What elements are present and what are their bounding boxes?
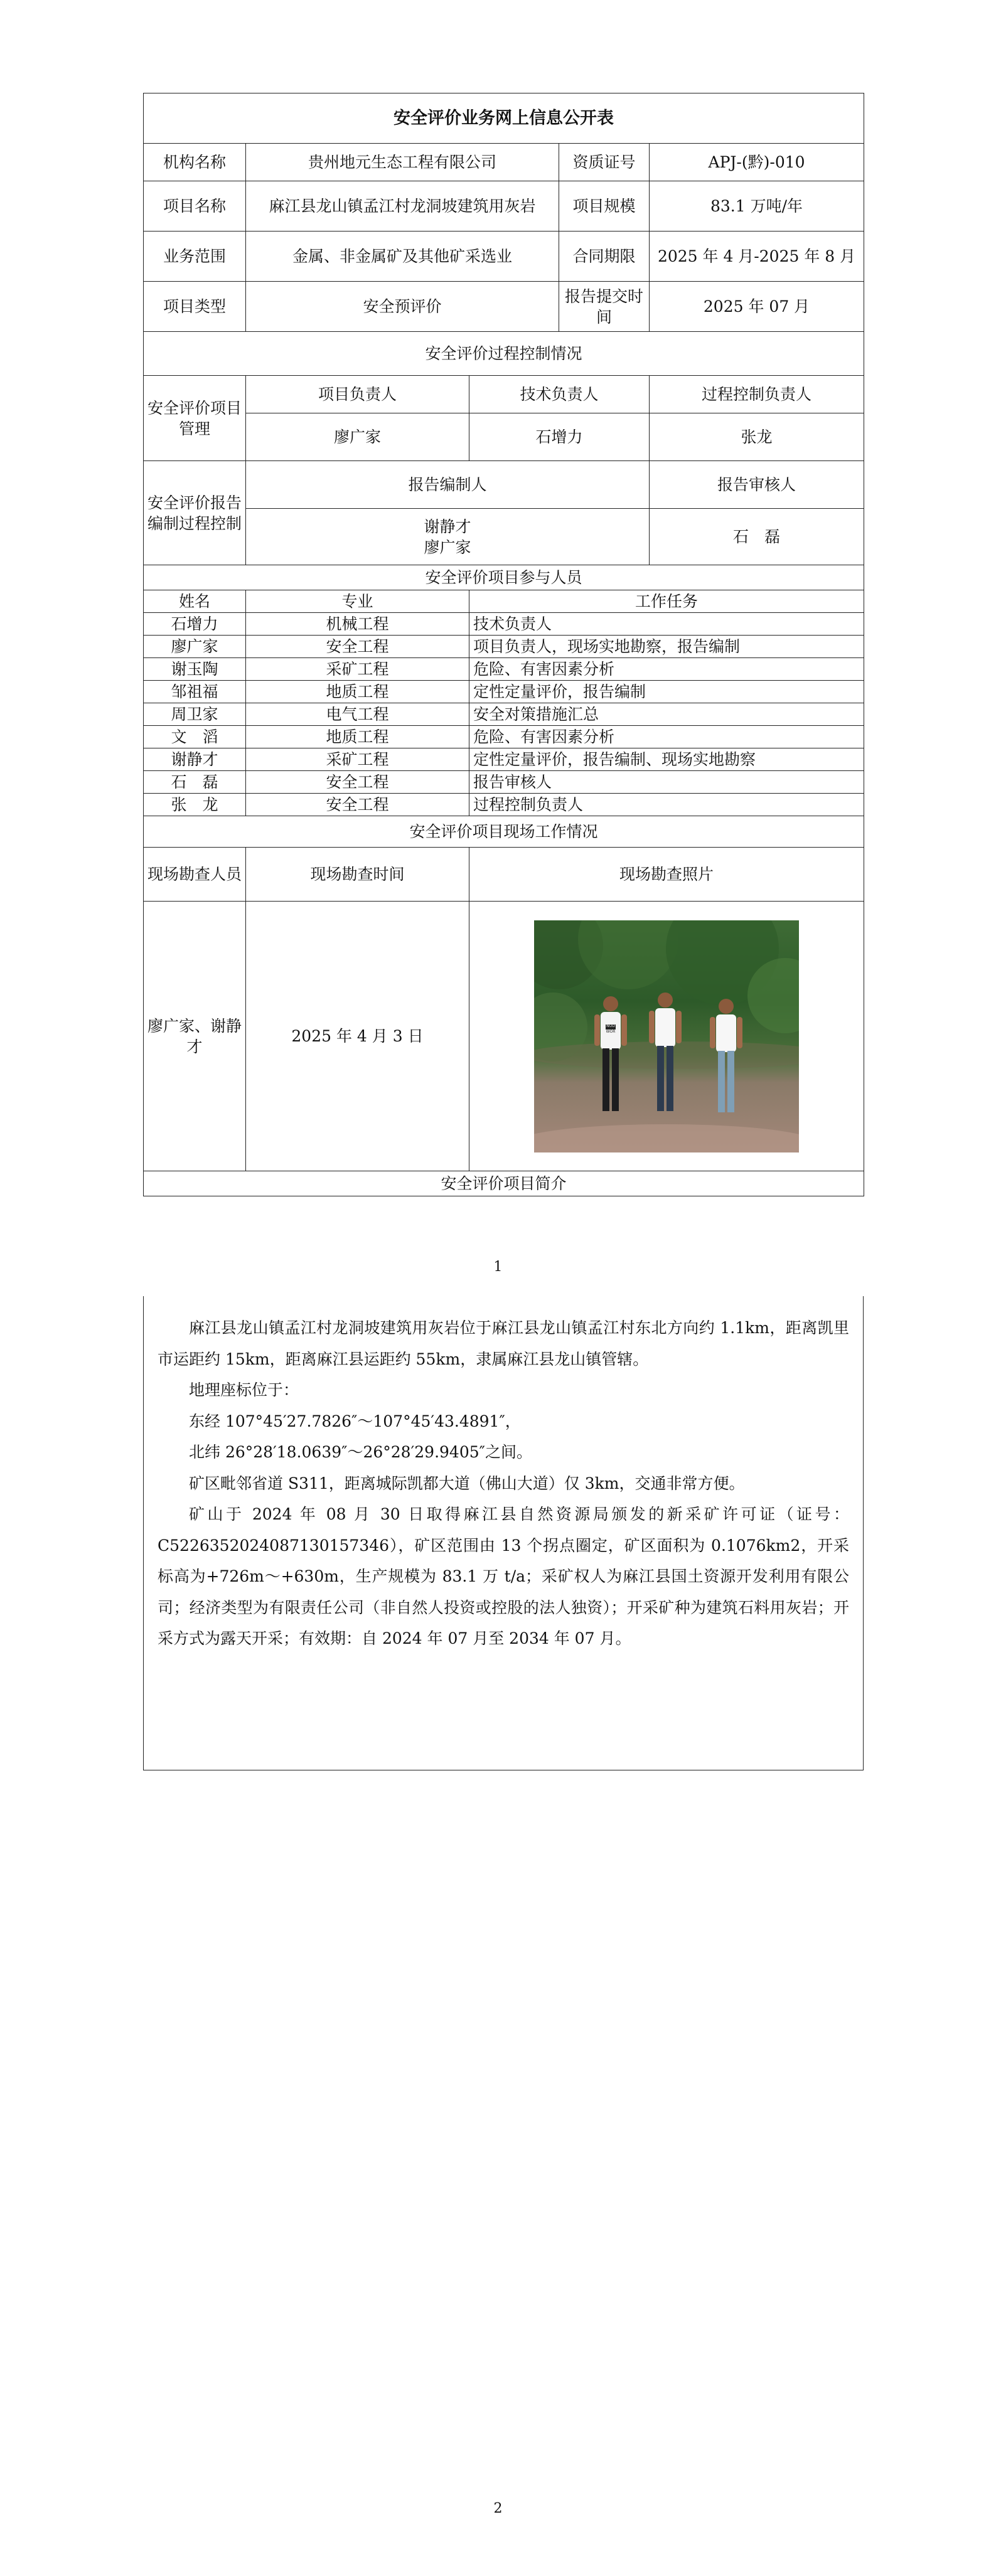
member-task: 技术负责人 — [469, 613, 864, 636]
member-major: 安全工程 — [246, 771, 469, 794]
report-writers — [246, 509, 650, 565]
member-name-header: 姓名 — [144, 590, 246, 613]
site-photo-cell — [469, 902, 864, 1171]
table-row — [144, 771, 864, 794]
report-writer-2: 廖广家 — [424, 538, 471, 556]
shirt-logo-text-2: WOR — [606, 1029, 616, 1034]
member-task: 项目负责人，现场实地勘察，报告编制 — [469, 636, 864, 658]
submit-time-value: 2025 年 07 月 — [650, 282, 864, 332]
type-label: 项目类型 — [144, 282, 246, 332]
shirt-logo-text: NOD — [606, 1023, 615, 1028]
report-reviewer-header: 报告审核人 — [650, 461, 864, 509]
process-control-header: 过程控制负责人 — [650, 376, 864, 413]
intro-paragraph: 北纬 26°28′18.0639″～26°28′29.9405″之间。 — [189, 1443, 532, 1461]
table-row — [144, 658, 864, 681]
member-major: 地质工程 — [246, 726, 469, 748]
report-process-label: 安全评价报告编制过程控制 — [144, 461, 246, 565]
project-lead-name: 廖广家 — [246, 413, 469, 461]
member-task: 危险、有害因素分析 — [469, 726, 864, 748]
table-row — [144, 636, 864, 658]
page-title: 安全评价业务网上信息公开表 — [144, 93, 864, 144]
intro-paragraph: 东经 107°45′27.7826″～107°45′43.4891″， — [189, 1412, 521, 1430]
submit-time-label: 报告提交时间 — [559, 282, 650, 332]
member-name: 石增力 — [144, 613, 246, 636]
project-name-value: 麻江县龙山镇孟江村龙洞坡建筑用灰岩 — [246, 181, 559, 232]
member-task: 报告审核人 — [469, 771, 864, 794]
period-label: 合同期限 — [559, 232, 650, 282]
member-task-header: 工作任务 — [469, 590, 864, 613]
member-major: 地质工程 — [246, 681, 469, 703]
member-task: 过程控制负责人 — [469, 794, 864, 816]
site-photo-header: 现场勘查照片 — [469, 848, 864, 902]
site-time-header: 现场勘查时间 — [246, 848, 469, 902]
tech-lead-header: 技术负责人 — [469, 376, 650, 413]
member-task: 危险、有害因素分析 — [469, 658, 864, 681]
report-reviewer-name: 石 磊 — [650, 509, 864, 565]
member-name: 廖广家 — [144, 636, 246, 658]
tech-lead-name: 石增力 — [469, 413, 650, 461]
report-writer-1: 谢静才 — [424, 517, 471, 536]
member-name: 谢静才 — [144, 748, 246, 771]
member-name: 邹祖福 — [144, 681, 246, 703]
table-row — [144, 703, 864, 726]
disclosure-table — [143, 93, 864, 1196]
scope-label: 业务范围 — [144, 232, 246, 282]
site-section-header: 安全评价项目现场工作情况 — [144, 816, 864, 848]
member-name: 石 磊 — [144, 771, 246, 794]
intro-paragraph: 矿山于 2024 年 08 月 30 日取得麻江县自然资源局颁发的新采矿许可证（证号：C5226352024087130157346），矿区范围由 13 个拐点圈定，矿区面积为 0.1076km2，开采标高为+726m～+630m，生产规模为 83.1 万 t/a；采矿权人为麻江县国土资源开发利用有限公司；经济类型为有限责任公司（非自然人投资或控股的法人独资）；开采矿种为建筑石料用灰岩；开采方式为露天开采；有效期：自 2024 年 07 月至 2034 年 07 月。 — [158, 1505, 849, 1647]
cert-label: 资质证号 — [559, 144, 650, 181]
org-value: 贵州地元生态工程有限公司 — [246, 144, 559, 181]
member-name: 谢玉陶 — [144, 658, 246, 681]
intro-content-box — [143, 1296, 864, 1770]
intro-text — [144, 1296, 863, 1654]
member-major: 采矿工程 — [246, 658, 469, 681]
type-value: 安全预评价 — [246, 282, 559, 332]
cert-value: APJ-(黔)-010 — [650, 144, 864, 181]
scope-value: 金属、非金属矿及其他矿采选业 — [246, 232, 559, 282]
scale-label: 项目规模 — [559, 181, 650, 232]
report-writer-header: 报告编制人 — [246, 461, 650, 509]
process-section-header: 安全评价过程控制情况 — [144, 332, 864, 376]
intro-paragraph: 矿区毗邻省道 S311，距离城际凯都大道（佛山大道）仅 3km，交通非常方便。 — [189, 1474, 745, 1493]
member-name: 张 龙 — [144, 794, 246, 816]
member-major: 采矿工程 — [246, 748, 469, 771]
member-task: 定性定量评价，报告编制、现场实地勘察 — [469, 748, 864, 771]
member-major-header: 专业 — [246, 590, 469, 613]
project-lead-header: 项目负责人 — [246, 376, 469, 413]
member-major: 安全工程 — [246, 794, 469, 816]
member-major: 机械工程 — [246, 613, 469, 636]
intro-section-header: 安全评价项目简介 — [144, 1171, 864, 1196]
site-time: 2025 年 4 月 3 日 — [246, 902, 469, 1171]
page-number-2: 2 — [493, 2501, 503, 2516]
member-name: 文 滔 — [144, 726, 246, 748]
period-value: 2025 年 4 月-2025 年 8 月 — [650, 232, 864, 282]
site-people-header: 现场勘查人员 — [144, 848, 246, 902]
member-task: 安全对策措施汇总 — [469, 703, 864, 726]
table-row — [144, 748, 864, 771]
member-name: 周卫家 — [144, 703, 246, 726]
table-row — [144, 726, 864, 748]
table-row — [144, 794, 864, 816]
org-label: 机构名称 — [144, 144, 246, 181]
table-row — [144, 681, 864, 703]
table-row — [144, 613, 864, 636]
members-section-header: 安全评价项目参与人员 — [144, 565, 864, 590]
site-people: 廖广家、谢静才 — [144, 902, 246, 1171]
scale-value: 83.1 万吨/年 — [650, 181, 864, 232]
intro-paragraph: 麻江县龙山镇孟江村龙洞坡建筑用灰岩位于麻江县龙山镇孟江村东北方向约 1.1km，距离凯里市运距约 15km，距离麻江县运距约 55km，隶属麻江县龙山镇管辖。 — [158, 1319, 849, 1368]
member-task: 定性定量评价，报告编制 — [469, 681, 864, 703]
project-management-label: 安全评价项目管理 — [144, 376, 246, 461]
intro-paragraph: 地理座标位于： — [189, 1381, 299, 1399]
project-name-label: 项目名称 — [144, 181, 246, 232]
process-control-name: 张龙 — [650, 413, 864, 461]
site-inspection-photo — [534, 920, 799, 1152]
member-major: 安全工程 — [246, 636, 469, 658]
page-number-1: 1 — [493, 1259, 503, 1275]
member-major: 电气工程 — [246, 703, 469, 726]
